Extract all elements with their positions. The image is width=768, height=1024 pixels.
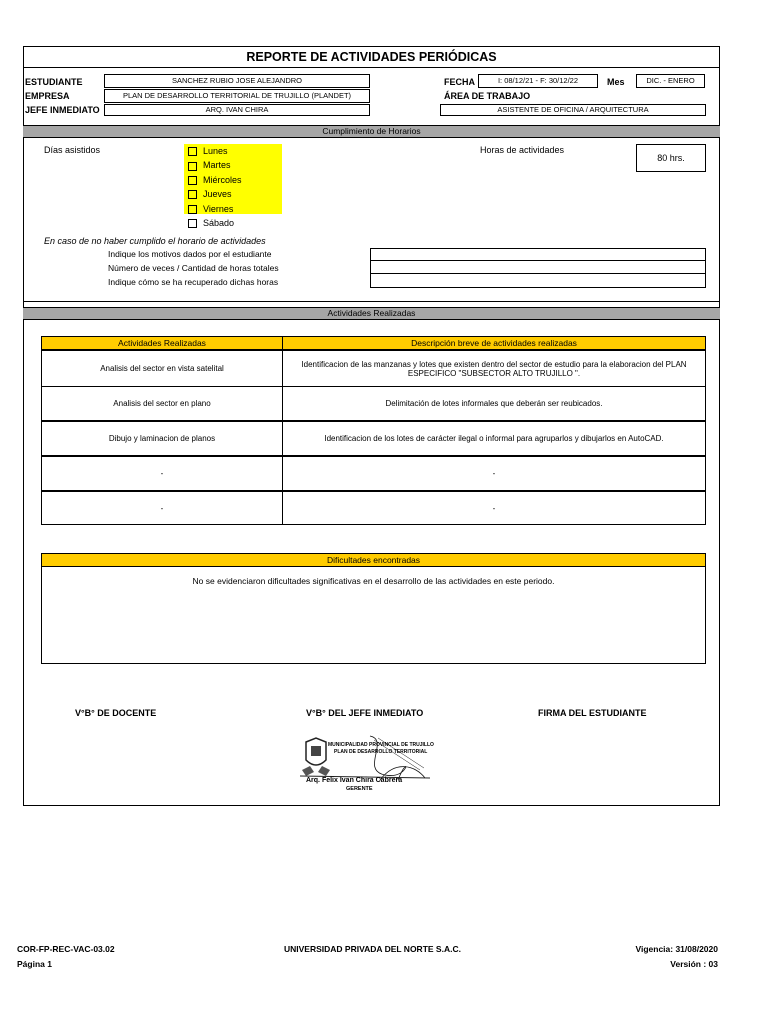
fecha-field[interactable]: I: 08/12/21 - F: 30/12/22 [478, 74, 598, 88]
descripcion-cell[interactable]: Delimitación de lotes informales que deberán ser reubicados. [282, 386, 706, 421]
descripcion-cell[interactable]: - [282, 491, 706, 525]
footer-code: COR-FP-REC-VAC-03.02 [17, 944, 115, 954]
actividades-col-header: Actividades Realizadas [41, 336, 283, 350]
day-3 [188, 187, 232, 201]
area-field[interactable]: ASISTENTE DE OFICINA / ARQUITECTURA [440, 104, 706, 116]
footer-version: Versión : 03 [670, 959, 718, 969]
footer-university: UNIVERSIDAD PRIVADA DEL NORTE S.A.C. [284, 944, 461, 954]
no-cumplido-note: En caso de no haber cumplido el horario de actividades [44, 236, 266, 246]
descripcion-col-header: Descripción breve de actividades realizadas [282, 336, 706, 350]
actividad-cell[interactable]: - [41, 456, 283, 491]
empresa-label: EMPRESA [25, 91, 70, 101]
motivos-input[interactable] [370, 248, 706, 261]
day-label: Jueves [203, 189, 232, 200]
horas-field[interactable]: 80 hrs. [636, 144, 706, 172]
day-checkbox[interactable] [188, 205, 197, 214]
dificultades-text: No se evidenciaron dificultades significativas en el desarrollo de las actividades en este periodo. [192, 576, 555, 586]
mes-label: Mes [607, 77, 625, 87]
actividad-cell[interactable]: Analisis del sector en plano [41, 386, 283, 421]
day-2 [188, 173, 242, 187]
day-checkbox[interactable] [188, 190, 197, 199]
firma-estudiante-label: FIRMA DEL ESTUDIANTE [538, 708, 647, 718]
jefe-field[interactable]: ARQ. IVAN CHIRA [104, 104, 370, 116]
motivos-label: Indique los motivos dados por el estudiante [108, 249, 272, 259]
day-label: Viernes [203, 203, 234, 214]
recuperado-label: Indique cómo se ha recuperado dichas horas [108, 277, 279, 287]
day-label: Miércoles [203, 174, 242, 185]
veces-label: Número de veces / Cantidad de horas totales [108, 263, 279, 273]
area-label: ÁREA DE TRABAJO [444, 91, 531, 101]
mes-field[interactable]: DIC. - ENERO [636, 74, 705, 88]
day-1 [188, 158, 231, 172]
section-divider [23, 301, 720, 302]
footer-vigencia: Vigencia: 31/08/2020 [635, 944, 718, 954]
day-label: Martes [203, 160, 231, 171]
dias-asistidos-label: Días asistidos [44, 145, 101, 155]
horarios-section-header: Cumplimiento de Horarios [23, 125, 720, 138]
actividad-cell[interactable]: Dibujo y laminacion de planos [41, 421, 283, 456]
stamp-seal-icon [300, 730, 460, 796]
descripcion-cell[interactable]: Identificacion de los lotes de carácter ilegal o informal para agruparlos y dibujarlos en AutoCAD. [282, 421, 706, 456]
descripcion-cell[interactable]: Identificacion de las manzanas y lotes que existen dentro del sector de estudio para la elaboracion del PLAN ESPECIFICO "SUBSECTOR ALTO TRUJILLO ". [282, 350, 706, 387]
day-4 [188, 202, 233, 216]
footer-page: Página 1 [17, 959, 52, 969]
descripcion-cell[interactable]: - [282, 456, 706, 491]
day-0 [188, 144, 228, 158]
day-label: Lunes [203, 146, 228, 156]
jefe-label: JEFE INMEDIATO [25, 105, 100, 115]
fecha-label: FECHA [444, 77, 475, 87]
signature-stamp [300, 730, 460, 796]
day-checkbox[interactable] [188, 176, 197, 185]
day-checkbox[interactable] [188, 219, 197, 228]
horas-actividades-label: Horas de actividades [480, 145, 565, 155]
actividad-cell[interactable]: Analisis del sector en vista satelital [41, 350, 283, 387]
day-checkbox[interactable] [188, 162, 197, 171]
actividad-cell[interactable]: - [41, 491, 283, 525]
empresa-field[interactable]: PLAN DE DESARROLLO TERRITORIAL DE TRUJILLO (PLANDET) [104, 89, 370, 103]
actividades-section-header: Actividades Realizadas [23, 307, 720, 320]
stamp-name: Arq. Felix Ivan Chira Cabrera [306, 777, 403, 784]
day-checkbox[interactable] [188, 147, 197, 156]
day-5 [188, 216, 234, 230]
dificultades-box[interactable] [41, 566, 706, 664]
recuperado-input[interactable] [370, 274, 706, 288]
dificultades-header: Dificultades encontradas [41, 553, 706, 567]
stamp-line-2: PLAN DE DESARROLLO TERRITORIAL [334, 749, 428, 755]
veces-input[interactable] [370, 261, 706, 274]
estudiante-field[interactable]: SANCHEZ RUBIO JOSE ALEJANDRO [104, 74, 370, 88]
estudiante-label: ESTUDIANTE [25, 77, 83, 87]
vb-docente-label: V°B° DE DOCENTE [75, 708, 157, 718]
stamp-line-1: MUNICIPALIDAD PROVINCIAL DE TRUJILLO [328, 742, 434, 748]
vb-jefe-label: V°B° DEL JEFE INMEDIATO [306, 708, 424, 718]
day-label: Sábado [203, 218, 235, 228]
report-title: REPORTE DE ACTIVIDADES PERIÓDICAS [23, 46, 720, 68]
stamp-role: GERENTE [346, 786, 373, 792]
